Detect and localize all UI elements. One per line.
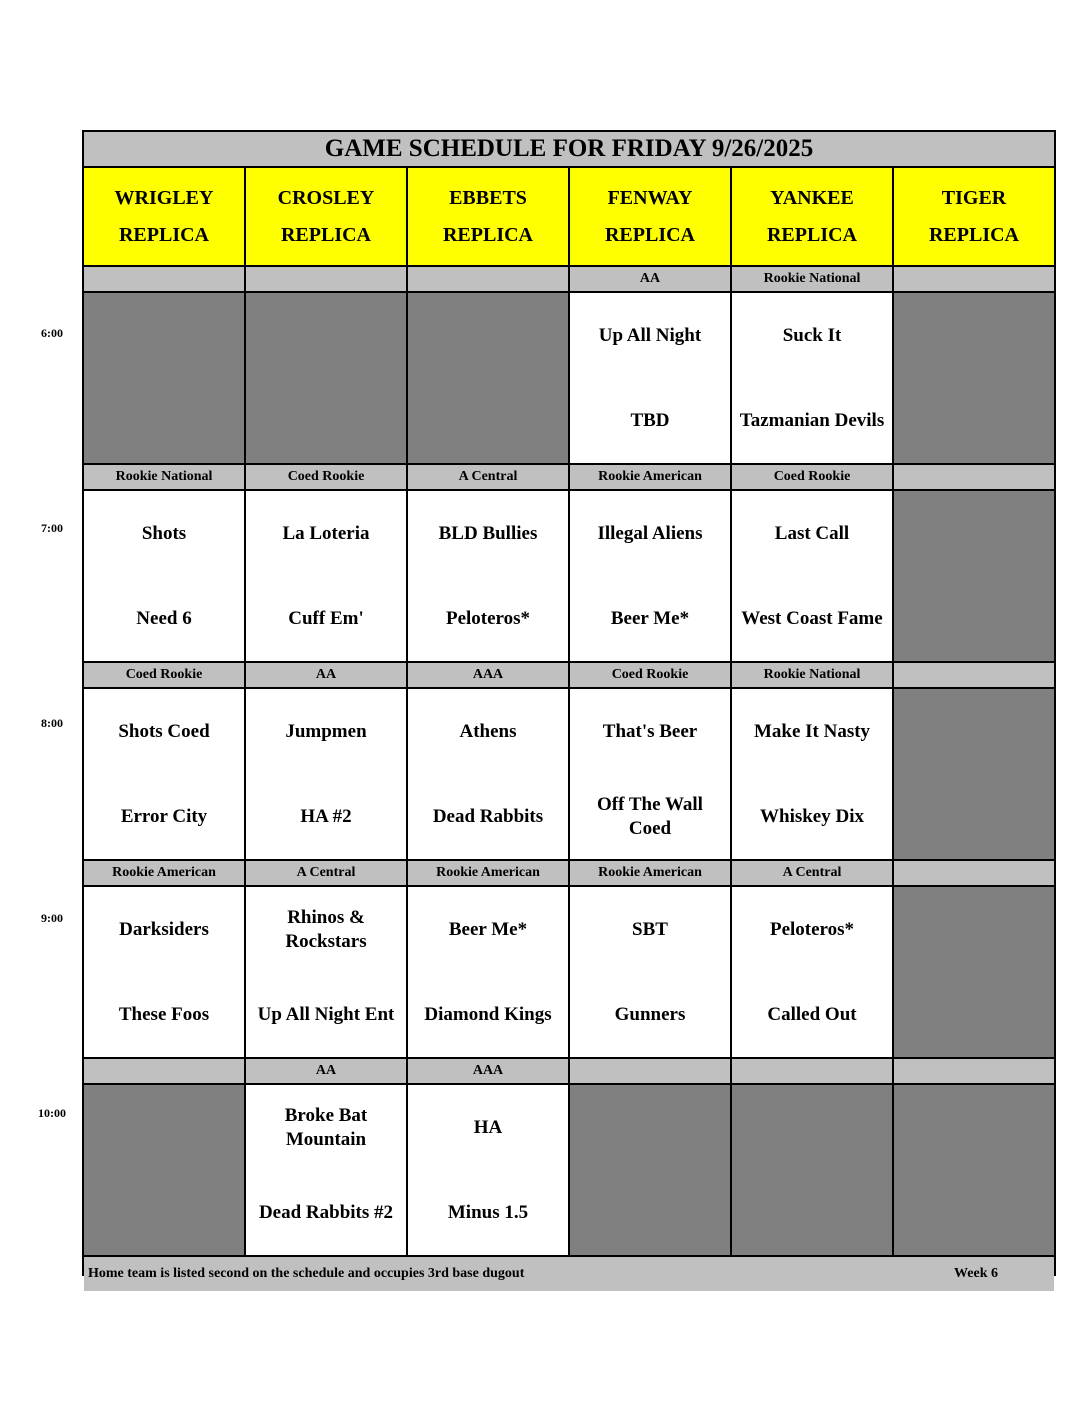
division-label: AA: [246, 663, 406, 687]
game-cell: [732, 887, 892, 1057]
field-name: TIGER: [941, 186, 1007, 209]
division-label: Rookie National: [732, 267, 892, 291]
division-label: AA: [246, 1059, 406, 1083]
division-label: Rookie American: [570, 465, 730, 489]
away-team: La Loteria: [282, 522, 370, 544]
division-label: [894, 267, 1054, 291]
away-team: Athens: [459, 720, 517, 742]
field-name: FENWAY: [607, 186, 693, 209]
division-label: AAA: [408, 1059, 568, 1083]
empty-slot: [84, 293, 244, 463]
field-subtitle: REPLICA: [766, 223, 857, 246]
time-label: 9:00: [41, 911, 63, 925]
empty-slot: [894, 1085, 1054, 1255]
away-team: Up All Night: [598, 324, 702, 346]
away-team: Jumpmen: [285, 720, 367, 742]
time-label: 10:00: [38, 1106, 66, 1120]
division-label: [246, 267, 406, 291]
division-label: Rookie American: [570, 861, 730, 885]
game-cell: [408, 491, 568, 661]
field-subtitle: REPLICA: [928, 223, 1019, 246]
home-team: TBD: [630, 409, 670, 431]
field-header-crosley: [246, 168, 406, 265]
game-cell: [246, 1085, 406, 1255]
away-team: Shots Coed: [118, 720, 210, 742]
home-team: Off The Wall Coed: [597, 793, 703, 839]
division-label: Rookie National: [732, 663, 892, 687]
field-header-ebbets: [408, 168, 568, 265]
away-team: Make It Nasty: [753, 720, 871, 742]
division-label: [894, 861, 1054, 885]
away-team: That's Beer: [602, 720, 698, 742]
field-subtitle: REPLICA: [604, 223, 695, 246]
empty-slot: [894, 689, 1054, 859]
away-team: Peloteros*: [769, 918, 855, 940]
empty-slot: [894, 293, 1054, 463]
game-cell: [246, 887, 406, 1057]
time-label: 8:00: [41, 716, 63, 730]
game-cell: [246, 491, 406, 661]
field-name: YANKEE: [770, 186, 854, 209]
home-team: These Foos: [118, 1003, 210, 1025]
home-team: Need 6: [136, 607, 192, 629]
home-team: West Coast Fame: [741, 607, 883, 629]
division-label: AA: [570, 267, 730, 291]
field-subtitle: REPLICA: [442, 223, 533, 246]
division-label: [894, 663, 1054, 687]
home-team: Beer Me*: [610, 607, 690, 629]
division-label: Rookie American: [84, 861, 244, 885]
away-team: Broke Bat Mountain: [284, 1104, 368, 1150]
home-team: Tazmanian Devils: [739, 409, 885, 431]
division-label: Coed Rookie: [570, 663, 730, 687]
away-team: Shots: [141, 522, 187, 544]
division-label: [732, 1059, 892, 1083]
field-header-yankee: [732, 168, 892, 265]
division-label: Coed Rookie: [732, 465, 892, 489]
away-team: SBT: [632, 918, 668, 940]
home-team: HA #2: [300, 805, 352, 827]
division-label: Rookie American: [408, 861, 568, 885]
division-label: [84, 1059, 244, 1083]
home-team: Up All Night Ent: [257, 1003, 395, 1025]
division-label: Rookie National: [84, 465, 244, 489]
empty-slot: [732, 1085, 892, 1255]
schedule-table: [82, 130, 1056, 1281]
game-cell: [408, 1085, 568, 1255]
empty-slot: [570, 1085, 730, 1255]
field-subtitle: REPLICA: [280, 223, 371, 246]
division-label: [408, 267, 568, 291]
game-cell: [246, 689, 406, 859]
home-team: Cuff Em': [288, 607, 364, 629]
field-name: EBBETS: [449, 186, 527, 209]
division-label: A Central: [246, 861, 406, 885]
game-cell: [570, 689, 730, 859]
game-cell: [84, 887, 244, 1057]
field-name: CROSLEY: [277, 186, 375, 209]
empty-slot: [246, 293, 406, 463]
away-team: Last Call: [774, 522, 850, 544]
home-team: Dead Rabbits #2: [258, 1201, 394, 1223]
empty-slot: [408, 293, 568, 463]
empty-slot: [84, 1085, 244, 1255]
game-cell: [408, 689, 568, 859]
away-team: BLD Bullies: [438, 522, 538, 544]
away-team: HA: [473, 1116, 503, 1138]
footer-bar: [84, 1257, 1054, 1291]
division-label: A Central: [732, 861, 892, 885]
game-cell: [732, 293, 892, 463]
time-label: 6:00: [41, 326, 63, 340]
home-team: Peloteros*: [445, 607, 531, 629]
away-team: Illegal Aliens: [597, 522, 703, 544]
week-label: Week 6: [954, 1266, 998, 1281]
game-cell: [408, 887, 568, 1057]
away-team: Beer Me*: [448, 918, 528, 940]
game-cell: [570, 491, 730, 661]
game-cell: [570, 887, 730, 1057]
time-label: 7:00: [41, 521, 63, 535]
empty-slot: [894, 887, 1054, 1057]
home-team: Minus 1.5: [447, 1201, 529, 1223]
division-label: Coed Rookie: [246, 465, 406, 489]
game-cell: [84, 689, 244, 859]
page-title: GAME SCHEDULE FOR FRIDAY 9/26/2025: [84, 132, 1054, 166]
field-header-wrigley: [84, 168, 244, 265]
division-label: A Central: [408, 465, 568, 489]
away-team: Suck It: [782, 324, 842, 346]
empty-slot: [894, 491, 1054, 661]
field-header-fenway: [570, 168, 730, 265]
home-team: Gunners: [614, 1003, 686, 1025]
home-team: Called Out: [767, 1003, 857, 1025]
division-label: Coed Rookie: [84, 663, 244, 687]
home-team: Whiskey Dix: [760, 805, 864, 827]
game-cell: [732, 491, 892, 661]
field-name: WRIGLEY: [114, 186, 214, 209]
division-label: [894, 1059, 1054, 1083]
field-subtitle: REPLICA: [118, 223, 209, 246]
away-team: Rhinos & Rockstars: [285, 906, 367, 952]
game-cell: [732, 689, 892, 859]
away-team: Darksiders: [119, 918, 209, 940]
division-label: [894, 465, 1054, 489]
home-team: Dead Rabbits: [432, 805, 544, 827]
game-cell: [84, 491, 244, 661]
footer-note: Home team is listed second on the schedule and occupies 3rd base dugout: [88, 1266, 525, 1281]
field-header-tiger: [894, 168, 1054, 265]
division-label: [84, 267, 244, 291]
home-team: Diamond Kings: [424, 1003, 552, 1025]
division-label: AAA: [408, 663, 568, 687]
game-cell: [570, 293, 730, 463]
division-label: [570, 1059, 730, 1083]
home-team: Error City: [120, 805, 208, 827]
